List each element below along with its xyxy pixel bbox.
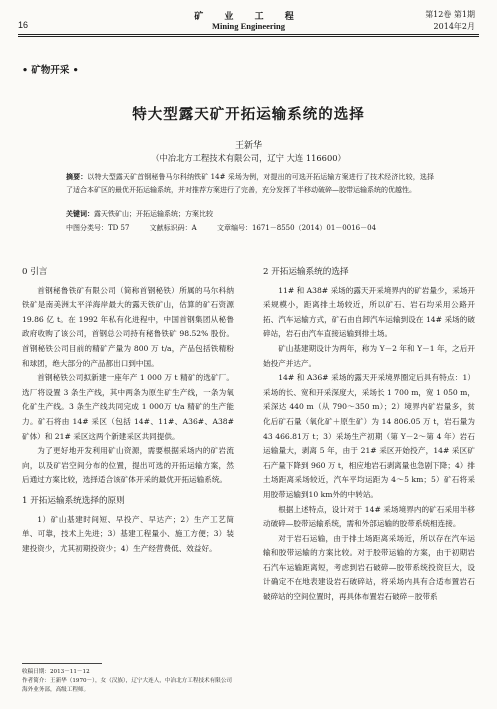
paragraph: 1）矿山基建时间短、早投产、早达产；2）生产工艺简单、可靠，技术上先进；3）基建工程量小、施工方便；3）装建投资少，尤其初期投资少；4）生产经营费低、效益好。 [22,514,234,553]
keywords-label: 关键词： [66,209,94,218]
paragraph: 根据上述特点，设计对于 14# 采场境界内的矿石采用半移动破碎—胶带运输系统，需和外部运输的胶带系统相连接。 [263,504,475,529]
journal-title-cn: 矿 业 工 程 [194,12,303,22]
paragraph: 为了更好地开发利用矿山资源，需要根据采场内的矿岩流向，以及矿岩空间分布的位置，提出可选的开拓运输方案，然后通过方案比较，选择适合该矿体开采的最优开拓运输系统。 [22,446,234,485]
paragraph: 矿山基建期设计为两年，称为 Y－2 年和 Y－1 年，之后开始投产并达产。 [263,343,475,368]
document-code: 文献标识码：A [149,224,197,232]
section-tag: • 矿物开采 • [22,65,79,76]
author-bio: 作者简介：王新华（1970－），女（汉族），辽宁大连人，中冶北方工程技术有限公司海外业务部，高级工程师。 [22,678,233,693]
section-heading: 2 开拓运输系统的选择 [263,267,349,277]
paragraph: 11# 和 A38# 采场的露天开采境界内的矿岩量少，采场开采规模小，距离排土场较近，所以矿石、岩石均采用公路开拓、汽车运输方式，矿石由自卸汽车运输到设在 14# 采场的破碎站，岩石由汽车直接运输到排土场。 [263,285,475,339]
footnote-rule [22,663,102,664]
paragraph: 首钢秘铁公司拟新建一座年产 1 000 万 t 精矿的选矿厂。选厂将设置 3 条生产线，其中两条为原生矿生产线，一条为氧化矿生产线。3 条生产线共同完成 1 000万 t/a 精矿的生产能力。矿石将由 14# 采区（包括 14#、11#、A36#、A38# 矿体）和 21# 采区这两个新建采区共同提供。 [22,373,234,441]
keywords-text: 露天铁矿山；开拓运输系统；方案比较 [94,210,213,218]
abstract-text: 以特大型露天矿首钢秘鲁马尔科纳铁矿 14# 采场为例，对提出的可选开拓运输方案进行了技术经济比较，选择了适合本矿区的最优开拓运输系统，并对推荐方案进行了完善，充分发挥了半移动破碎—胶带运输系统的优越性。 [66,173,435,194]
abstract-label: 摘要： [66,172,88,181]
header-rule [18,34,479,35]
paragraph: 对于岩石运输，由于排土场距离采场近，所以存在汽车运输和胶带运输的方案比较。对于胶带运输的方案，由于初期岩石汽车运输距离短，考虑到岩石破碎—胶带系统投资巨大，设计确定不在地表建设岩石破碎站，将采场内具有合适布置岩石破碎站的空间位置时，再具体布置岩石破碎－胶带系 [263,533,475,602]
paragraph: 14# 和 A36# 采场的露天开采境界圈定后具有特点：1）采场的长、宽和开采深度大，采场长 1 700 m，宽 1 050 m，采深达 440 m（从 790～350 m）；2）境界内矿岩量多，贫化后矿石量（氧化矿＋原生矿）为 14 806.05 万 t，岩石量为 43 466.81万 t；3）采场生产初期（第 Y－2～第 4 年）岩石运输量大，剥离 5 年，由于 21# 采区开始投产，14# 采区矿石产量下降到 960 万 t，相应地岩石剥离量也急剧下降；4）排土场距离采场较近，汽车平均运距为 4～5 km；5）矿石将采用胶带运输到10 km外的中转站。 [263,373,475,499]
section-heading: 1 开拓运输系统选择的原则 [22,495,125,506]
abstract [66,170,434,197]
affiliation: （中冶北方工程技术有限公司，辽宁 大连 116600） [151,153,346,163]
keywords [66,209,213,219]
volume-issue: 第12卷 第1期 [425,10,475,19]
right-column [263,259,475,605]
clc-number: 中图分类号：TD 57 [66,224,130,232]
page-number: 16 [18,20,29,30]
issue-date: 2014年2月 [433,22,475,31]
paragraph: 首钢秘鲁铁矿有限公司（简称首钢秘铁）所属的马尔科纳铁矿是南美洲太平洋海岸最大的露天铁矿山，估算的矿石资源 19.86 亿 t。在 1992 年私有化进程中，中国首钢集团从秘鲁政府收购了该公司，首钢总公司持有秘鲁铁矿 98.52% 股份。首钢秘铁公司目前的精矿产量为 800 万 t/a，产品包括铁精粉和球团，绝大部分的产品都出口到中国。 [22,285,234,368]
journal-title-en: Mining Engineering [212,21,285,31]
article-title: 特大型露天矿开拓运输系统的选择 [132,106,365,123]
classification-line [66,223,394,233]
section-heading: 0 引言 [22,267,48,277]
left-column [22,259,234,556]
received-date: 收稿日期：2013－11－12 [22,669,90,675]
header-rule-second [18,36,479,37]
article-number: 文章编号：1671－8550（2014）01－0016－04 [216,224,377,232]
author: 王新华 [234,141,262,151]
